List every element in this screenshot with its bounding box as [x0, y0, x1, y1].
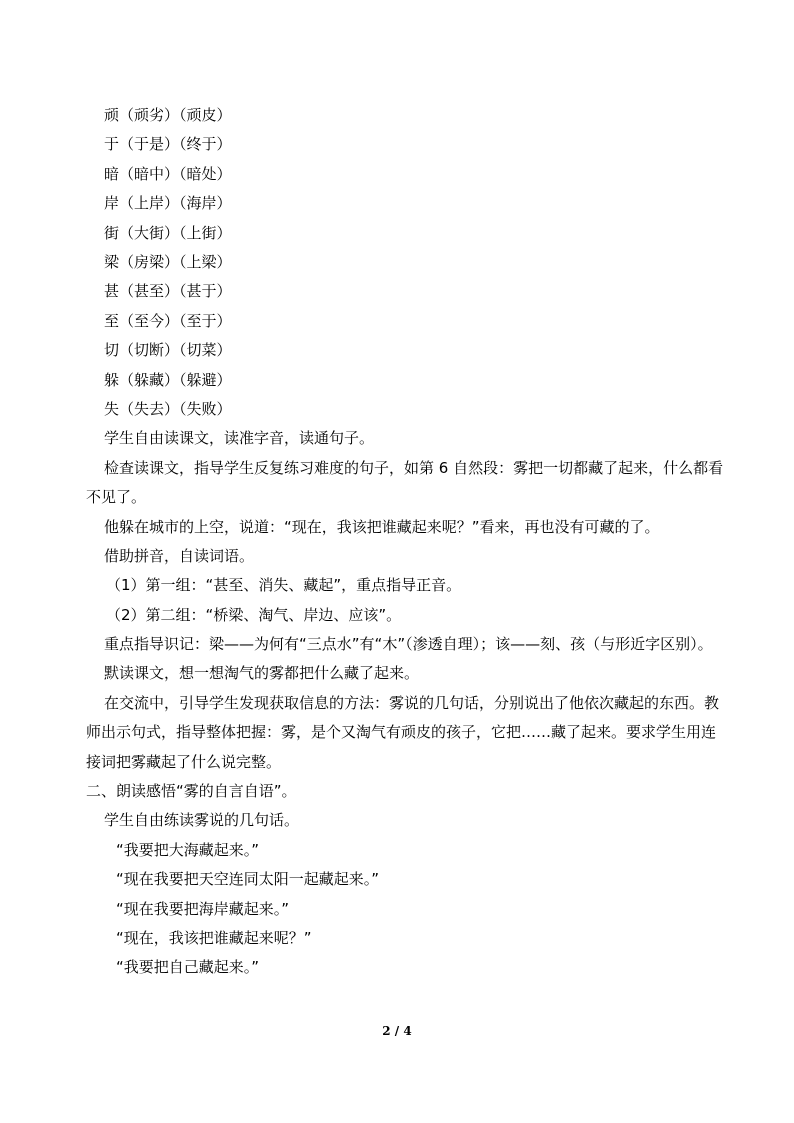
word-list-item: 至（至今）（至于）	[104, 311, 232, 330]
paragraph-check-reading: 检查读课文，指导学生反复练习难度的句子，如第 6 自然段：雾把一切都藏了起来，什么都看不见了。	[86, 458, 724, 507]
word-list-item: 切（切断）（切菜）	[104, 341, 232, 360]
document-body	[86, 101, 724, 983]
word-list-item: 街（大街）（上街）	[104, 223, 232, 242]
word-list-item: 顽（顽劣）（顽皮）	[104, 106, 232, 124]
paragraph-read-freely: 学生自由读课文，读准字音，读通句子。	[104, 429, 375, 448]
paragraph-practice: 学生自由练读雾说的几句话。	[104, 811, 300, 830]
paragraph-quote-example: 他躲在城市的上空，说道：“现在，我该把谁藏起来呢？”看来，再也没有可藏的了。	[104, 517, 660, 536]
paragraph-silent-reading: 默读课文，想一想淘气的雾都把什么藏了起来。	[104, 664, 420, 683]
word-list-item: 梁（房梁）（上梁）	[104, 252, 232, 271]
paragraph-exchange: 在交流中，引导学生发现获取信息的方法：雾说的几句话，分别说出了他依次藏起的东西。教师出示句式，指导整体把握：雾，是个又淘气有顽皮的孩子，它把……藏了起来。要求学生用连接词把雾藏起了什么说完整。	[86, 693, 720, 771]
word-list-item: 于（于是）（终于）	[104, 135, 232, 154]
quote-line: “我要把大海藏起来。”	[116, 840, 260, 859]
paragraph-group-one: （1）第一组：“甚至、消失、藏起”，重点指导正音。	[106, 576, 462, 595]
section-heading-two: 二、朗读感悟“雾的自言自语”。	[86, 782, 297, 801]
quote-line: “现在我要把天空连同太阳一起藏起来。”	[116, 870, 380, 889]
quote-line: “我要把自己藏起来。”	[116, 958, 260, 977]
page-number: 2 / 4	[382, 1024, 412, 1038]
word-list-item: 甚（甚至）（甚于）	[104, 282, 232, 301]
word-list-item: 躲（躲藏）（躲避）	[104, 370, 232, 389]
quote-line: “现在，我该把谁藏起来呢？”	[116, 929, 312, 948]
word-list-item: 岸（上岸）（海岸）	[104, 194, 232, 213]
word-list-item: 暗（暗中）（暗处）	[104, 164, 232, 183]
paragraph-group-two: （2）第二组：“桥梁、淘气、岸边、应该”。	[106, 605, 402, 624]
paragraph-pinyin: 借助拼音，自读词语。	[104, 546, 255, 565]
word-list-item: 失（失去）（失败）	[104, 399, 232, 418]
paragraph-recognition: 重点指导识记：梁——为何有“三点水”有“木”（渗透自理）；该——刻、孩（与形近字区别）。	[104, 635, 713, 654]
quote-line: “现在我要把海岸藏起来。”	[116, 899, 290, 918]
